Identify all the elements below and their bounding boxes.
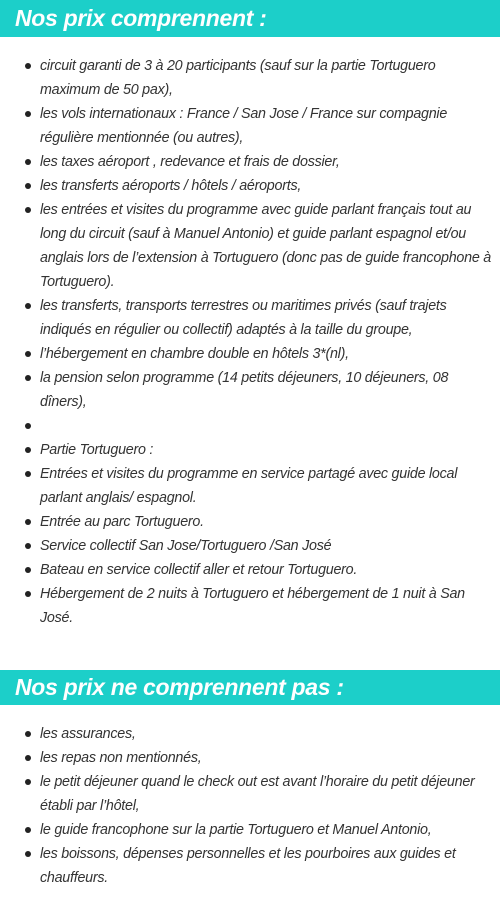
bullet-icon (25, 591, 31, 597)
list-item-text: l’hébergement en chambre double en hôtels 3*(nl), (40, 346, 349, 362)
bullet-icon (25, 375, 31, 381)
bullet-icon (25, 111, 31, 117)
list-item (0, 414, 500, 438)
bullet-icon (25, 183, 31, 189)
list-item-text: les vols internationaux : France / San Jose / France sur compagnie régulière mentionnée (ou autres), (40, 106, 448, 146)
list-item-text: Entrées et visites du programme en service partagé avec guide local parlant anglais/ espagnol. (40, 466, 458, 506)
bullet-icon (25, 207, 31, 213)
list-item (0, 722, 500, 746)
list-item (0, 746, 500, 770)
list-item (0, 174, 500, 198)
list-item-text: les transferts, transports terrestres ou maritimes privés (sauf trajets indiqués en régulier ou collectif) adaptés à la taille du groupe, (40, 298, 447, 338)
list-item (0, 842, 500, 890)
bullet-icon (25, 779, 31, 785)
list-item-text: circuit garanti de 3 à 20 participants (sauf sur la partie Tortuguero maximum de 50 pax), (40, 58, 436, 98)
list-item (0, 54, 500, 102)
list-item (0, 198, 500, 294)
list-item (0, 510, 500, 534)
list-item (0, 294, 500, 342)
list-item-text: les taxes aéroport , redevance et frais de dossier, (40, 154, 340, 170)
not-included-title: Nos prix ne comprennent pas : (0, 670, 500, 705)
bullet-icon (25, 351, 31, 357)
bullet-icon (25, 471, 31, 477)
bullet-icon (25, 731, 31, 737)
list-item (0, 462, 500, 510)
list-item (0, 102, 500, 150)
list-item-text: Entrée au parc Tortuguero. (40, 514, 204, 530)
list-item-text: la pension selon programme (14 petits déjeuners, 10 déjeuners, 08 dîners), (40, 370, 449, 410)
bullet-icon (25, 303, 31, 309)
not-included-list (0, 722, 500, 890)
list-item (0, 438, 500, 462)
bullet-icon (25, 543, 31, 549)
included-title: Nos prix comprennent : (0, 0, 500, 37)
list-item-text: Hébergement de 2 nuits à Tortuguero et hébergement de 1 nuit à San José. (40, 586, 465, 626)
list-item (0, 770, 500, 818)
list-item (0, 534, 500, 558)
list-item-text: les transferts aéroports / hôtels / aéroports, (40, 178, 302, 194)
bullet-icon (25, 519, 31, 525)
bullet-icon (25, 827, 31, 833)
list-item-text (40, 414, 496, 438)
list-item (0, 150, 500, 174)
bullet-icon (25, 159, 31, 165)
list-item-text: le petit déjeuner quand le check out est avant l’horaire du petit déjeuner établi par l’hôtel, (40, 774, 475, 814)
bullet-icon (25, 755, 31, 761)
list-item-text: les assurances, (40, 726, 136, 742)
not-included-section (0, 670, 500, 890)
list-item-text: le guide francophone sur la partie Tortuguero et Manuel Antonio, (40, 822, 432, 838)
list-item-text: les repas non mentionnés, (40, 750, 202, 766)
list-item (0, 342, 500, 366)
list-item-text: Partie Tortuguero : (40, 442, 154, 458)
bullet-icon (25, 447, 31, 453)
list-item-text: les boissons, dépenses personnelles et les pourboires aux guides et chauffeurs. (40, 846, 456, 886)
list-item (0, 818, 500, 842)
bullet-icon (25, 423, 31, 429)
bullet-icon (25, 567, 31, 573)
included-list (0, 54, 500, 630)
list-item-text: Bateau en service collectif aller et retour Tortuguero. (40, 562, 358, 578)
bullet-icon (25, 851, 31, 857)
list-item-text: les entrées et visites du programme avec guide parlant français tout au long du circuit (sauf à Manuel Antonio) et guide parlant espagnol et/ou anglais lors de l’extension à Tortuguero (donc pas de guide francophone à Tortuguero). (40, 202, 491, 290)
list-item (0, 582, 500, 630)
list-item (0, 366, 500, 414)
bullet-icon (25, 63, 31, 69)
list-item (0, 558, 500, 582)
list-item-text: Service collectif San Jose/Tortuguero /San José (40, 538, 332, 554)
